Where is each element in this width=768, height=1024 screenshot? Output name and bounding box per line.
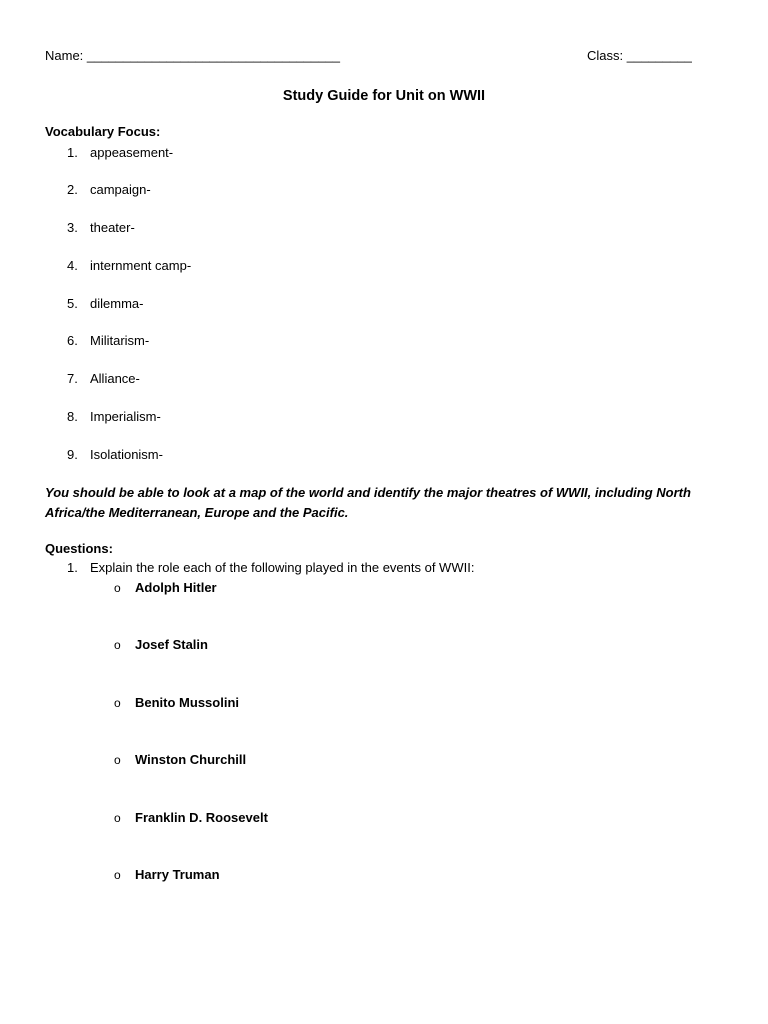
bullet-icon: o (114, 753, 121, 767)
vocab-term: Alliance- (90, 371, 140, 386)
vocab-term: Militarism- (90, 333, 150, 348)
vocabulary-heading: Vocabulary Focus: (45, 124, 161, 139)
person-name: Franklin D. Roosevelt (135, 810, 268, 825)
bullet-icon: o (114, 696, 121, 710)
vocab-number: 5. (67, 296, 78, 311)
bullet-icon: o (114, 581, 121, 595)
vocab-item (67, 409, 161, 424)
vocab-number: 1. (67, 145, 78, 160)
vocab-item (67, 447, 163, 462)
vocab-number: 7. (67, 371, 78, 386)
questions-heading: Questions: (45, 541, 113, 556)
vocab-number: 9. (67, 447, 78, 462)
vocab-number: 2. (67, 182, 78, 197)
vocab-item (67, 371, 140, 386)
class-field: Class: _________ (587, 48, 692, 63)
person-item (114, 580, 217, 595)
vocab-item (67, 145, 173, 160)
vocab-term: campaign- (90, 182, 151, 197)
bullet-icon: o (114, 811, 121, 825)
person-name: Josef Stalin (135, 637, 208, 652)
vocab-number: 8. (67, 409, 78, 424)
person-item (114, 637, 208, 652)
question-number: 1. (67, 560, 78, 575)
person-item (114, 752, 246, 767)
vocab-item (67, 258, 191, 273)
vocab-number: 3. (67, 220, 78, 235)
bullet-icon: o (114, 868, 121, 882)
vocab-term: appeasement- (90, 145, 174, 160)
person-name: Adolph Hitler (135, 580, 217, 595)
map-instruction: You should be able to look at a map of the world and identify the major theatres of WWII, including North Africa/the Mediterranean, Europe and the Pacific. (45, 485, 691, 520)
person-name: Benito Mussolini (135, 695, 239, 710)
person-item (114, 867, 220, 882)
person-name: Winston Churchill (135, 752, 247, 767)
vocab-term: dilemma- (90, 296, 144, 311)
vocab-number: 4. (67, 258, 78, 273)
name-field: Name: ___________________________________ (45, 48, 340, 63)
vocab-item (67, 296, 143, 311)
vocab-item (67, 220, 135, 235)
bullet-icon: o (114, 638, 121, 652)
vocab-term: internment camp- (90, 258, 192, 273)
header-row (45, 48, 705, 66)
vocab-item (67, 333, 149, 348)
page-title: Study Guide for Unit on WWII (282, 88, 486, 104)
vocab-number: 6. (67, 333, 78, 348)
person-name: Harry Truman (135, 867, 220, 882)
vocab-term: Imperialism- (90, 409, 161, 424)
question-text: Explain the role each of the following played in the events of WWII: (90, 560, 475, 575)
question-1 (67, 560, 474, 575)
person-item (114, 810, 268, 825)
person-item (114, 695, 239, 710)
vocab-term: Isolationism- (90, 447, 163, 462)
vocab-item (67, 182, 151, 197)
vocab-term: theater- (90, 220, 135, 235)
